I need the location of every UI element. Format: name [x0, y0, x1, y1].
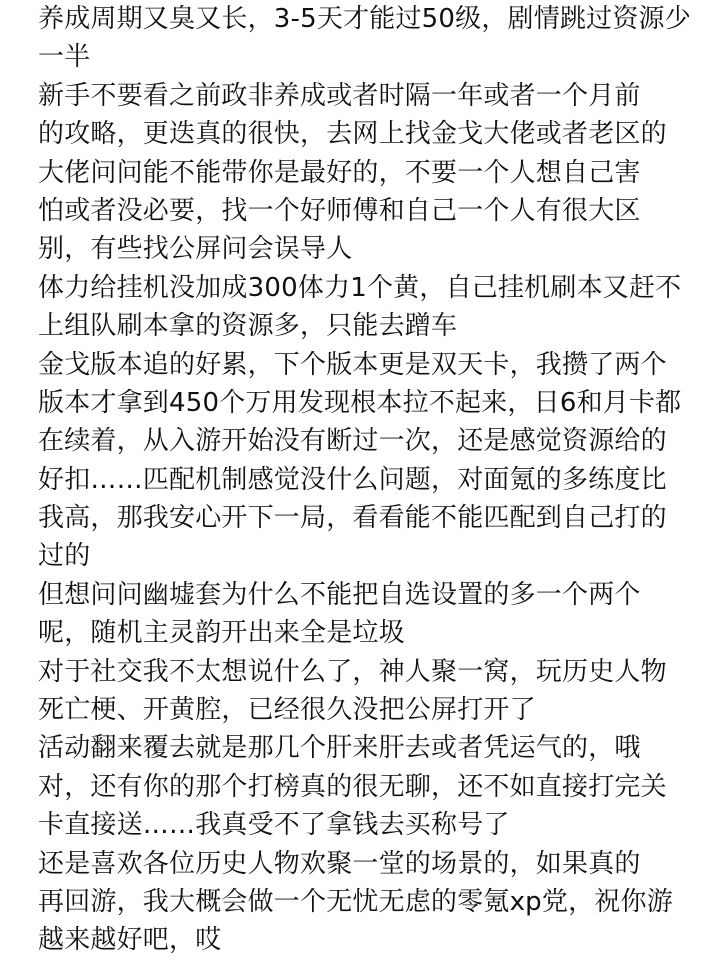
text-line: 死亡梗、开黄腔，已经很久没把公屏打开了 — [38, 695, 536, 726]
text-line: 越来越好吧，哎 — [38, 925, 222, 956]
text-line: 大佬问问能不能带你是最好的，不要一个人想自己害 — [38, 157, 641, 188]
text-line: 新手不要看之前政非养成或者时隔一年或者一个月前 — [38, 80, 641, 111]
review-text — [38, 0, 698, 960]
text-line: 呢，随机主灵韵开出来全是垃圾 — [38, 618, 405, 649]
text-line: 过的 — [38, 541, 91, 572]
text-line: 别，有些找公屏问会误导人 — [38, 234, 353, 265]
text-line: 对，还有你的那个打榜真的很无聊，还不如直接打完关 — [38, 771, 667, 802]
text-line: 一半 — [38, 42, 91, 73]
text-line: 再回游，我大概会做一个无忧无虑的零氪xp党，祝你游 — [38, 886, 673, 917]
text-line: 在续着，从入游开始没有断过一次，还是感觉资源给的 — [38, 426, 667, 457]
text-line: 还是喜欢各位历史人物欢聚一堂的场景的，如果真的 — [38, 848, 641, 879]
text-line: 卡直接送……我真受不了拿钱去买称号了 — [38, 810, 510, 841]
text-line: 金戈版本追的好累，下个版本更是双天卡，我攒了两个 — [38, 349, 667, 380]
text-line: 好扣……匹配机制感觉没什么问题，对面氪的多练度比 — [38, 464, 667, 495]
text-line: 上组队刷本拿的资源多，只能去蹭车 — [38, 311, 458, 342]
text-line: 活动翻来覆去就是那几个肝来肝去或者凭运气的，哦 — [38, 733, 641, 764]
text-line: 版本才拿到450个万用发现根本拉不起来，日6和月卡都 — [38, 387, 682, 418]
text-line: 怕或者没必要，找一个好师傅和自己一个人有很大区 — [38, 195, 641, 226]
text-line: 但想问问幽墟套为什么不能把自选设置的多一个两个 — [38, 579, 641, 610]
text-line: 对于社交我不太想说什么了，神人聚一窝，玩历史人物 — [38, 656, 667, 687]
text-line: 我高，那我安心开下一局，看看能不能匹配到自己打的 — [38, 503, 667, 534]
text-line: 的攻略，更迭真的很快，去网上找金戈大佬或者老区的 — [38, 119, 667, 150]
text-line: 体力给挂机没加成300体力1个黄，自己挂机刷本又赶不 — [38, 272, 682, 303]
text-line: 养成周期又臭又长，3-5天才能过50级，剧情跳过资源少 — [38, 4, 691, 34]
